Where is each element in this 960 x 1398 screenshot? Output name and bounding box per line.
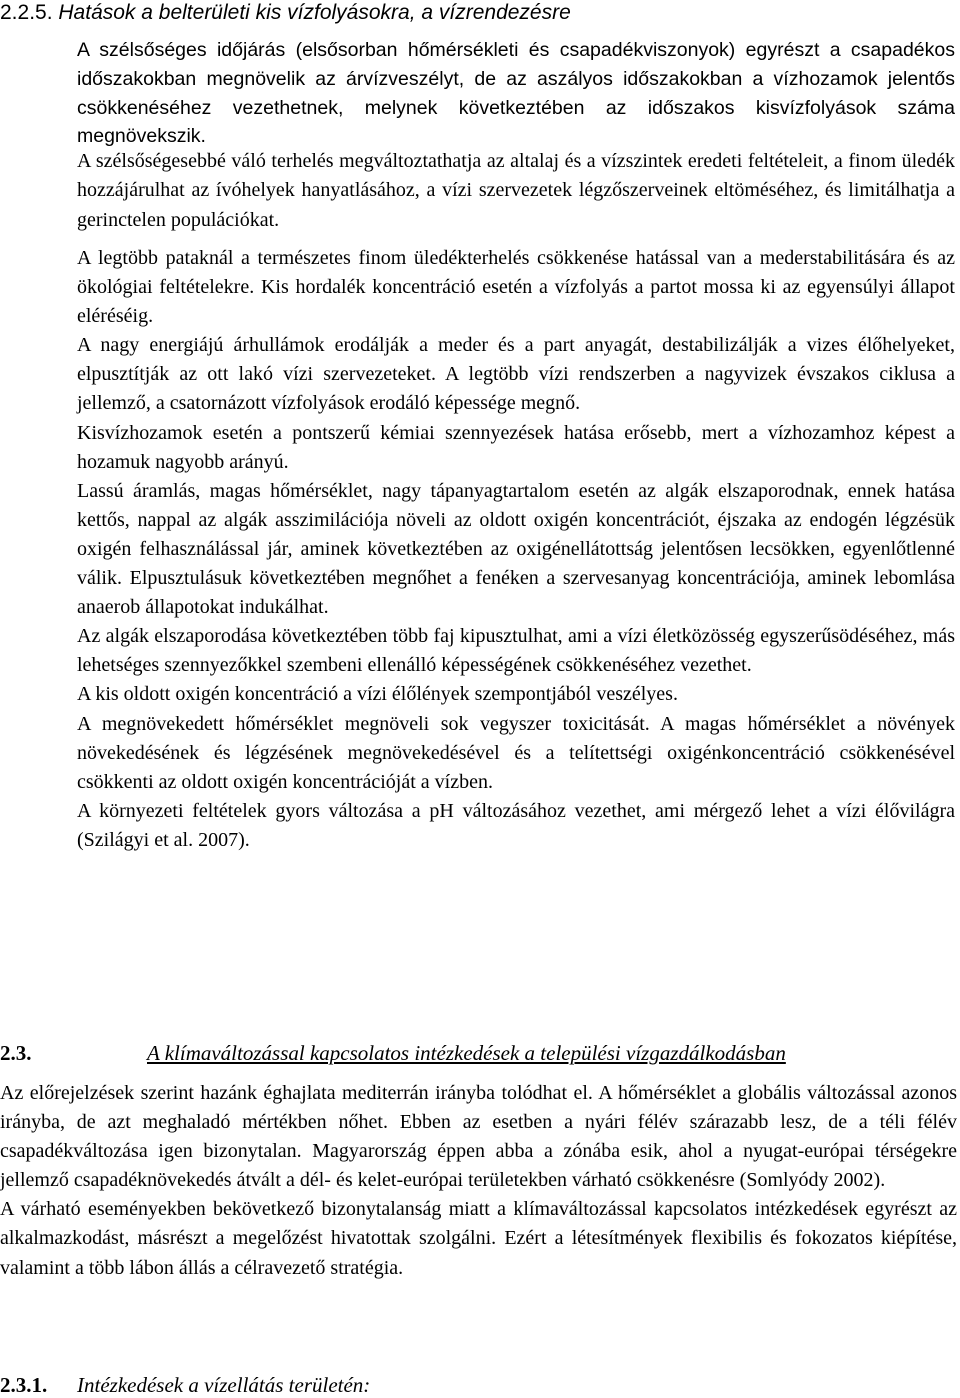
paragraph: A legtöbb pataknál a természetes finom üledékterhelés csökkenése hatással van a mederstabilitására és az ökológiai feltételekre. Kis hordalék koncentráció esetén a vízfolyás a partot mossa ki az egyensúlyi állapot eléréséig.: [77, 247, 955, 328]
paragraph: Kisvízhozamok esetén a pontszerű kémiai szennyezések hatása erősebb, mert a vízhozamhoz képest a hozamuk nagyobb arányú.: [77, 421, 955, 473]
paragraph: Az előrejelzések szerint hazánk éghajlata mediterrán irányba tolódhat el. A hőmérséklet a globális változással azonos irányba, de azt meghaladó mértékben nőhet. Ebben az esetben a nyári félév szárazabb lesz, de a téli félév csapadékváltozása igen bizonytalan. Magyarország éppen abba a zónába esik, ahol a nyugat-európai térségekre jellemző csapadéknövekedés átvált a dél- és kelet-európai területekben várható csökkenésre (Somlyódy 2002).: [0, 1082, 957, 1192]
section-heading-2-3: [0, 1039, 786, 1067]
paragraph: A megnövekedett hőmérséklet megnöveli sok vegyszer toxicitását. A magas hőmérséklet a növények növekedésének és légzésének megnövekedésével és a telítettségi oxigénkoncentráció csökkenésével csökkenti az oldott oxigén koncentrációját a vízben.: [77, 712, 955, 793]
section-number: 2.2.5.: [0, 1, 53, 24]
paragraph-block: [77, 244, 955, 855]
paragraph: Az algák elszaporodása következtében több faj kipusztulhat, ami a vízi életközösség egyszerűsödéséhez, más lehetséges szennyezőkkel szembeni ellenálló képességének csökkenéséhez vezethet.: [77, 625, 955, 677]
paragraph: A szélsőségesebbé váló terhelés megváltoztathatja az altalaj és a vízszintek eredeti feltételeit, a finom üledék hozzájárulhat az ívóhelyek hanyatlásához, a vízi szervezetek légzőszerveinek eltöméséhez, és limitálhatja a gerinctelen populációkat.: [77, 150, 955, 231]
paragraph: A várható eseményekben bekövetkező bizonytalanság miatt a klímaváltozással kapcsolatos intézkedések egyrészt az alkalmazkodást, másrészt a megelőzést hivatottak szolgálni. Ezért a létesítmények flexibilis és fokozatos kiépítése, valamint a több lábon állás a célravezető stratégia.: [0, 1198, 957, 1279]
section-heading-2-3-1: [0, 1372, 370, 1398]
section-number: 2.3.: [0, 1041, 32, 1065]
paragraph: A szélsőséges időjárás (elsősorban hőmérsékleti és csapadékviszonyok) egyrészt a csapadékos időszakokban megnövelik az árvízveszélyt, de az aszályos időszakokban a vízhozamok jelentős csökkenéséhez vezethetnek, melynek következtében az időszakos kisvízfolyások száma megnövekszik.: [77, 39, 955, 148]
section-number: 2.3.1.: [0, 1373, 48, 1397]
paragraph: A nagy energiájú árhullámok erodálják a meder és a part anyagát, destabilizálják a vizes élőhelyeket, elpusztítják az ott lakó vízi szervezeteket. A legtöbb vízi rendszerben a nagyvizek évszakos ciklusa a jellemző, a csatornázott vízfolyások erodáló képessége megnő.: [77, 334, 955, 415]
paragraph-block: [77, 147, 955, 235]
paragraph-block: [77, 36, 955, 151]
section-title: A klímaváltozással kapcsolatos intézkedések a települési vízgazdálkodásban: [147, 1041, 786, 1065]
paragraph: A kis oldott oxigén koncentráció a vízi élőlények szempontjából veszélyes.: [77, 683, 678, 706]
section-heading-2-2-5: [0, 0, 571, 26]
paragraph: Lassú áramlás, magas hőmérséklet, nagy tápanyagtartalom esetén az algák elszaporodnak, ennek hatása kettős, nappal az algák asszimilációja növeli az oldott oxigén koncentrációt, éjszaka az endogén légzésük oxigén felhasználással jár, aminek következtében az oxigénellátottság jelentősen lecsökken, egyenlőtlenné válik. Elpusztulásuk következtében megnőhet a fenéken a szervesanyag koncentrációja, aminek lebomlása anaerob állapotokat indukálhat.: [77, 479, 955, 619]
paragraph-block: [0, 1079, 957, 1283]
section-title: Intézkedések a vízellátás területén:: [77, 1373, 371, 1397]
section-title: Hatások a belterületi kis vízfolyásokra, a vízrendezésre: [58, 1, 571, 24]
paragraph: A környezeti feltételek gyors változása a pH változásához vezethet, ami mérgező lehet a vízi élővilágra (Szilágyi et al. 2007).: [77, 799, 955, 851]
